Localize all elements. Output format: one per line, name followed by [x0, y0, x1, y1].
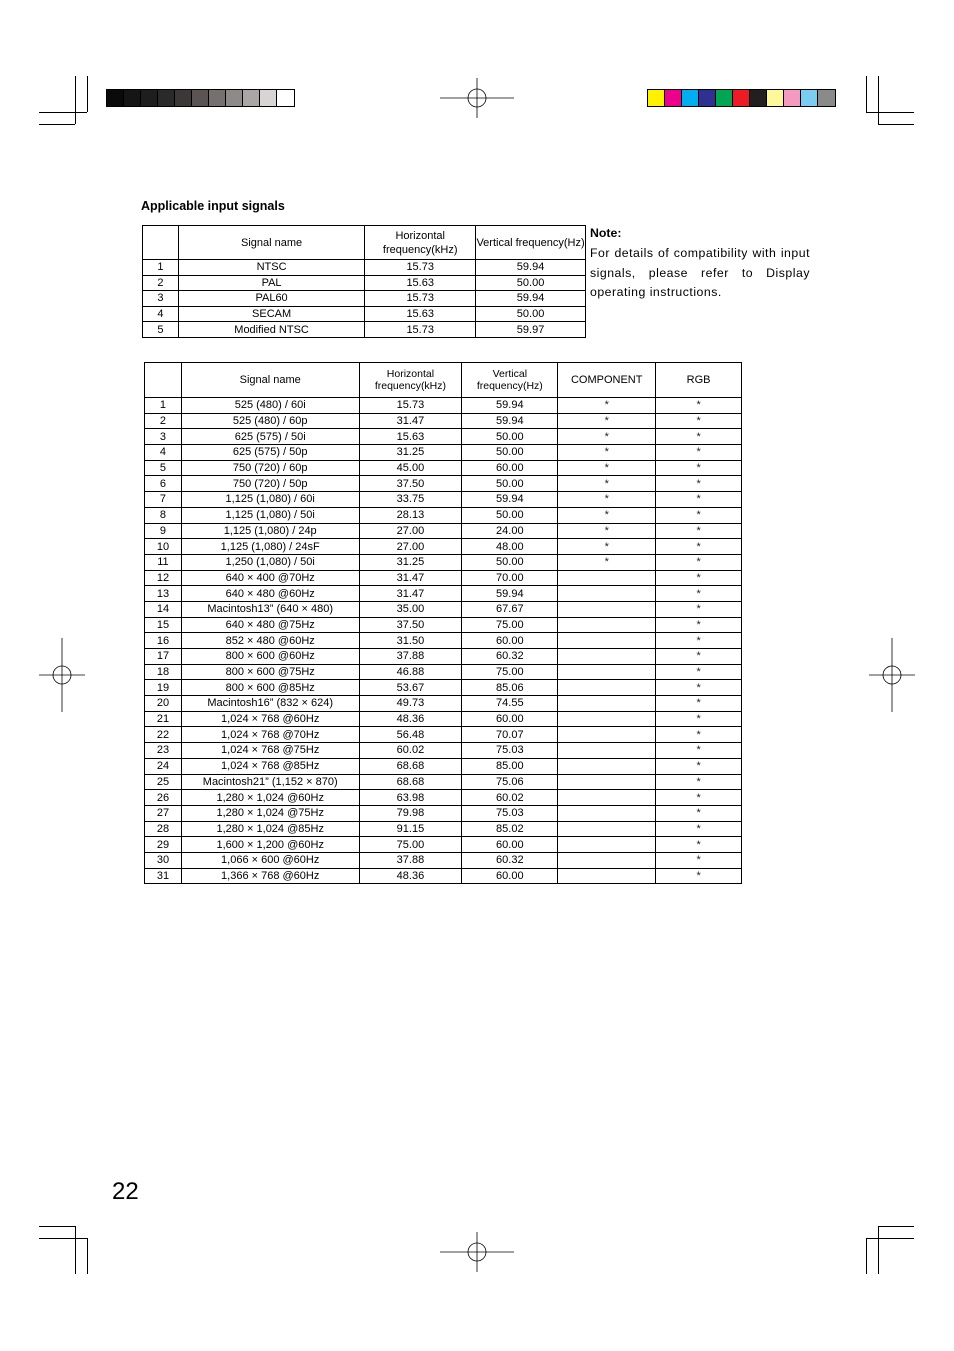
- table-row: [145, 649, 742, 665]
- cell-component-support: *: [558, 429, 656, 445]
- cell-vertical-frequency: 59.94: [462, 413, 558, 429]
- table-row: [145, 586, 742, 602]
- cell-horizontal-frequency: 31.25: [359, 554, 462, 570]
- cell-component-support: [558, 601, 656, 617]
- column-header-signal-name: Signal name: [178, 226, 364, 260]
- cell-number: 30: [145, 852, 182, 868]
- cell-horizontal-frequency: 33.75: [359, 492, 462, 508]
- cell-component-support: [558, 633, 656, 649]
- cell-component-support: [558, 711, 656, 727]
- cell-vertical-frequency: 59.94: [476, 260, 586, 276]
- cell-signal-name: 640 × 480 @60Hz: [181, 586, 359, 602]
- cell-rgb-support: *: [656, 837, 742, 853]
- cell-number: 16: [145, 633, 182, 649]
- cell-vertical-frequency: 59.97: [476, 322, 586, 338]
- cell-horizontal-frequency: 31.25: [359, 445, 462, 461]
- cell-component-support: [558, 696, 656, 712]
- cell-horizontal-frequency: 79.98: [359, 805, 462, 821]
- cell-horizontal-frequency: 53.67: [359, 680, 462, 696]
- cell-rgb-support: *: [656, 460, 742, 476]
- cell-vertical-frequency: 85.06: [462, 680, 558, 696]
- cell-vertical-frequency: 50.00: [462, 429, 558, 445]
- column-header-signal-name: Signal name: [181, 363, 359, 398]
- cell-horizontal-frequency: 27.00: [359, 539, 462, 555]
- registration-mark-icon: [869, 638, 915, 712]
- cell-number: 17: [145, 649, 182, 665]
- table-row: [145, 758, 742, 774]
- table-row: [145, 680, 742, 696]
- cell-signal-name: SECAM: [178, 306, 364, 322]
- cell-vertical-frequency: 75.00: [462, 664, 558, 680]
- cmyk-swatch: [665, 90, 682, 106]
- cell-component-support: [558, 743, 656, 759]
- cell-rgb-support: *: [656, 476, 742, 492]
- cell-vertical-frequency: 75.00: [462, 617, 558, 633]
- cell-component-support: *: [558, 492, 656, 508]
- cell-number: 3: [143, 291, 179, 307]
- table-row: [145, 837, 742, 853]
- cell-signal-name: 1,280 × 1,024 @60Hz: [181, 790, 359, 806]
- cell-component-support: [558, 664, 656, 680]
- cell-signal-name: 525 (480) / 60i: [181, 398, 359, 414]
- table-row: [143, 260, 586, 276]
- cell-component-support: [558, 837, 656, 853]
- cell-component-support: [558, 617, 656, 633]
- cell-number: 2: [145, 413, 182, 429]
- cell-rgb-support: *: [656, 649, 742, 665]
- cell-rgb-support: *: [656, 554, 742, 570]
- cell-signal-name: 800 × 600 @85Hz: [181, 680, 359, 696]
- table-row: [145, 664, 742, 680]
- cmyk-swatch: [699, 90, 716, 106]
- cell-signal-name: 1,125 (1,080) / 60i: [181, 492, 359, 508]
- cell-horizontal-frequency: 35.00: [359, 601, 462, 617]
- cell-vertical-frequency: 50.00: [462, 476, 558, 492]
- cell-rgb-support: *: [656, 821, 742, 837]
- grayscale-swatch: [141, 90, 158, 106]
- table-row: [145, 617, 742, 633]
- cell-signal-name: 800 × 600 @60Hz: [181, 649, 359, 665]
- cell-component-support: [558, 680, 656, 696]
- cell-signal-name: 852 × 480 @60Hz: [181, 633, 359, 649]
- cmyk-swatch: [750, 90, 767, 106]
- cell-rgb-support: *: [656, 758, 742, 774]
- cell-vertical-frequency: 48.00: [462, 539, 558, 555]
- column-header-number: [145, 363, 182, 398]
- table-row: [145, 790, 742, 806]
- cell-vertical-frequency: 75.03: [462, 743, 558, 759]
- table-row: [145, 507, 742, 523]
- cell-signal-name: PAL60: [178, 291, 364, 307]
- cell-rgb-support: *: [656, 696, 742, 712]
- cell-component-support: [558, 649, 656, 665]
- cell-horizontal-frequency: 91.15: [359, 821, 462, 837]
- cell-vertical-frequency: 60.32: [462, 852, 558, 868]
- cell-component-support: [558, 805, 656, 821]
- cell-signal-name: 1,125 (1,080) / 50i: [181, 507, 359, 523]
- cell-signal-name: 1,280 × 1,024 @75Hz: [181, 805, 359, 821]
- cell-number: 9: [145, 523, 182, 539]
- cell-rgb-support: *: [656, 601, 742, 617]
- table-row: [145, 523, 742, 539]
- table-row: [143, 322, 586, 338]
- cell-horizontal-frequency: 68.68: [359, 774, 462, 790]
- cell-vertical-frequency: 50.00: [462, 554, 558, 570]
- cell-signal-name: 1,250 (1,080) / 50i: [181, 554, 359, 570]
- cell-horizontal-frequency: 63.98: [359, 790, 462, 806]
- cell-rgb-support: *: [656, 774, 742, 790]
- cell-signal-name: Modified NTSC: [178, 322, 364, 338]
- cmyk-swatch: [818, 90, 835, 106]
- cell-rgb-support: *: [656, 680, 742, 696]
- cell-vertical-frequency: 60.00: [462, 633, 558, 649]
- table-row: [145, 821, 742, 837]
- cell-number: 31: [145, 868, 182, 884]
- cell-signal-name: 1,125 (1,080) / 24p: [181, 523, 359, 539]
- cell-number: 27: [145, 805, 182, 821]
- cell-horizontal-frequency: 28.13: [359, 507, 462, 523]
- cell-rgb-support: *: [656, 743, 742, 759]
- table-row: [143, 291, 586, 307]
- cell-signal-name: 1,280 × 1,024 @85Hz: [181, 821, 359, 837]
- cell-horizontal-frequency: 15.63: [359, 429, 462, 445]
- cell-number: 1: [143, 260, 179, 276]
- table-row: [145, 445, 742, 461]
- cell-number: 23: [145, 743, 182, 759]
- cell-rgb-support: *: [656, 868, 742, 884]
- grayscale-swatch: [107, 90, 124, 106]
- table-row: [145, 774, 742, 790]
- cell-number: 11: [145, 554, 182, 570]
- cell-signal-name: 1,366 × 768 @60Hz: [181, 868, 359, 884]
- cell-rgb-support: *: [656, 492, 742, 508]
- table-row: [145, 711, 742, 727]
- cell-horizontal-frequency: 15.73: [365, 322, 476, 338]
- cell-horizontal-frequency: 56.48: [359, 727, 462, 743]
- cell-component-support: [558, 852, 656, 868]
- cell-horizontal-frequency: 68.68: [359, 758, 462, 774]
- column-header-rgb: RGB: [656, 363, 742, 398]
- table-row: [145, 570, 742, 586]
- cell-horizontal-frequency: 48.36: [359, 868, 462, 884]
- cell-signal-name: 1,600 × 1,200 @60Hz: [181, 837, 359, 853]
- cell-signal-name: 1,024 × 768 @85Hz: [181, 758, 359, 774]
- cell-component-support: [558, 758, 656, 774]
- cell-rgb-support: *: [656, 539, 742, 555]
- grayscale-swatch: [277, 90, 294, 106]
- cell-component-support: [558, 727, 656, 743]
- cell-horizontal-frequency: 15.73: [359, 398, 462, 414]
- grayscale-swatch: [209, 90, 226, 106]
- cell-signal-name: 1,024 × 768 @75Hz: [181, 743, 359, 759]
- cell-signal-name: 1,125 (1,080) / 24sF: [181, 539, 359, 555]
- grayscale-swatch: [260, 90, 277, 106]
- cell-horizontal-frequency: 75.00: [359, 837, 462, 853]
- cell-number: 25: [145, 774, 182, 790]
- note-box: [590, 224, 810, 303]
- table-row: [145, 805, 742, 821]
- cell-number: 6: [145, 476, 182, 492]
- table-row: [143, 275, 586, 291]
- table-row: [145, 554, 742, 570]
- cmyk-color-bar: [647, 89, 836, 107]
- table-row: [143, 306, 586, 322]
- cell-horizontal-frequency: 15.73: [365, 291, 476, 307]
- cell-component-support: *: [558, 445, 656, 461]
- cmyk-swatch: [801, 90, 818, 106]
- cell-signal-name: Macintosh16” (832 × 624): [181, 696, 359, 712]
- registration-mark-icon: [39, 638, 85, 712]
- cmyk-swatch: [648, 90, 665, 106]
- cell-rgb-support: *: [656, 429, 742, 445]
- cell-horizontal-frequency: 46.88: [359, 664, 462, 680]
- cell-horizontal-frequency: 45.00: [359, 460, 462, 476]
- cmyk-swatch: [784, 90, 801, 106]
- cell-rgb-support: *: [656, 711, 742, 727]
- cell-vertical-frequency: 85.00: [462, 758, 558, 774]
- cell-rgb-support: *: [656, 790, 742, 806]
- cell-number: 1: [145, 398, 182, 414]
- note-heading: Note:: [590, 226, 622, 240]
- cell-vertical-frequency: 70.07: [462, 727, 558, 743]
- table-row: [145, 601, 742, 617]
- grayscale-swatch: [158, 90, 175, 106]
- cell-rgb-support: *: [656, 664, 742, 680]
- table-row: [145, 413, 742, 429]
- cell-number: 21: [145, 711, 182, 727]
- cell-horizontal-frequency: 60.02: [359, 743, 462, 759]
- cell-number: 14: [145, 601, 182, 617]
- column-header-vertical-frequency: Vertical frequency(Hz): [476, 226, 586, 260]
- column-header-number: [143, 226, 179, 260]
- column-header-vertical-frequency: Vertical frequency(Hz): [462, 363, 558, 398]
- registration-mark-icon: [440, 78, 514, 118]
- cell-vertical-frequency: 50.00: [476, 306, 586, 322]
- cell-component-support: *: [558, 539, 656, 555]
- table-row: [145, 398, 742, 414]
- cell-vertical-frequency: 75.03: [462, 805, 558, 821]
- cell-number: 3: [145, 429, 182, 445]
- grayscale-swatch: [124, 90, 141, 106]
- cell-horizontal-frequency: 27.00: [359, 523, 462, 539]
- cell-rgb-support: *: [656, 413, 742, 429]
- table-row: [145, 492, 742, 508]
- cell-horizontal-frequency: 15.63: [365, 275, 476, 291]
- cell-component-support: [558, 774, 656, 790]
- cell-horizontal-frequency: 15.63: [365, 306, 476, 322]
- cell-number: 7: [145, 492, 182, 508]
- cell-horizontal-frequency: 48.36: [359, 711, 462, 727]
- cell-signal-name: 525 (480) / 60p: [181, 413, 359, 429]
- cell-vertical-frequency: 24.00: [462, 523, 558, 539]
- grayscale-swatch: [192, 90, 209, 106]
- cell-vertical-frequency: 59.94: [462, 492, 558, 508]
- cell-rgb-support: *: [656, 523, 742, 539]
- cell-horizontal-frequency: 31.47: [359, 413, 462, 429]
- cell-component-support: *: [558, 523, 656, 539]
- registration-mark-icon: [440, 1232, 514, 1272]
- cell-vertical-frequency: 50.00: [476, 275, 586, 291]
- cell-number: 10: [145, 539, 182, 555]
- column-header-horizontal-frequency: Horizontal frequency(kHz): [359, 363, 462, 398]
- cell-vertical-frequency: 50.00: [462, 507, 558, 523]
- cell-signal-name: 625 (575) / 50i: [181, 429, 359, 445]
- table-row: [145, 852, 742, 868]
- cell-component-support: [558, 570, 656, 586]
- table-row: [145, 696, 742, 712]
- cell-vertical-frequency: 60.00: [462, 460, 558, 476]
- table-row: [145, 460, 742, 476]
- cell-signal-name: Macintosh13” (640 × 480): [181, 601, 359, 617]
- cell-signal-name: 1,066 × 600 @60Hz: [181, 852, 359, 868]
- cell-number: 2: [143, 275, 179, 291]
- cell-number: 28: [145, 821, 182, 837]
- cell-component-support: [558, 868, 656, 884]
- table-row: [145, 539, 742, 555]
- basic-signals-table: [142, 225, 586, 338]
- cmyk-swatch: [682, 90, 699, 106]
- cell-vertical-frequency: 74.55: [462, 696, 558, 712]
- cmyk-swatch: [733, 90, 750, 106]
- cell-component-support: *: [558, 398, 656, 414]
- table-row: [145, 727, 742, 743]
- cell-vertical-frequency: 59.94: [462, 398, 558, 414]
- cell-vertical-frequency: 60.32: [462, 649, 558, 665]
- table-row: [145, 429, 742, 445]
- cell-rgb-support: *: [656, 852, 742, 868]
- table-row: [145, 476, 742, 492]
- cell-vertical-frequency: 67.67: [462, 601, 558, 617]
- cell-horizontal-frequency: 15.73: [365, 260, 476, 276]
- note-body: For details of compatibility with input signals, please refer to Display operating instructions.: [590, 245, 810, 300]
- cell-component-support: [558, 790, 656, 806]
- cell-horizontal-frequency: 31.47: [359, 570, 462, 586]
- cell-rgb-support: *: [656, 445, 742, 461]
- cell-number: 8: [145, 507, 182, 523]
- cell-number: 4: [143, 306, 179, 322]
- column-header-horizontal-frequency: Horizontal frequency(kHz): [365, 226, 476, 260]
- grayscale-swatch: [175, 90, 192, 106]
- grayscale-swatch: [226, 90, 243, 106]
- cell-number: 20: [145, 696, 182, 712]
- cell-horizontal-frequency: 49.73: [359, 696, 462, 712]
- cell-number: 22: [145, 727, 182, 743]
- table-header-row: [143, 226, 586, 260]
- cell-signal-name: NTSC: [178, 260, 364, 276]
- cell-number: 19: [145, 680, 182, 696]
- column-header-component: COMPONENT: [558, 363, 656, 398]
- cell-component-support: [558, 586, 656, 602]
- cell-rgb-support: *: [656, 570, 742, 586]
- cell-number: 24: [145, 758, 182, 774]
- cell-component-support: *: [558, 413, 656, 429]
- cell-signal-name: 640 × 400 @70Hz: [181, 570, 359, 586]
- cell-rgb-support: *: [656, 398, 742, 414]
- cell-number: 29: [145, 837, 182, 853]
- cell-horizontal-frequency: 37.88: [359, 852, 462, 868]
- cell-component-support: *: [558, 460, 656, 476]
- cell-rgb-support: *: [656, 727, 742, 743]
- grayscale-color-bar: [106, 89, 295, 107]
- cell-vertical-frequency: 60.00: [462, 837, 558, 853]
- cell-number: 5: [145, 460, 182, 476]
- cell-vertical-frequency: 59.94: [476, 291, 586, 307]
- cell-rgb-support: *: [656, 805, 742, 821]
- section-title: Applicable input signals: [141, 199, 285, 213]
- cell-horizontal-frequency: 31.50: [359, 633, 462, 649]
- cell-vertical-frequency: 75.06: [462, 774, 558, 790]
- cell-signal-name: 750 (720) / 60p: [181, 460, 359, 476]
- cell-component-support: *: [558, 476, 656, 492]
- table-row: [145, 868, 742, 884]
- cell-number: 4: [145, 445, 182, 461]
- cell-rgb-support: *: [656, 586, 742, 602]
- pc-signals-table: [144, 362, 742, 884]
- cell-vertical-frequency: 70.00: [462, 570, 558, 586]
- table-row: [145, 633, 742, 649]
- cell-horizontal-frequency: 37.88: [359, 649, 462, 665]
- page-number: 22: [112, 1178, 139, 1205]
- cell-signal-name: 640 × 480 @75Hz: [181, 617, 359, 633]
- cell-signal-name: 800 × 600 @75Hz: [181, 664, 359, 680]
- cell-vertical-frequency: 60.02: [462, 790, 558, 806]
- cell-signal-name: 625 (575) / 50p: [181, 445, 359, 461]
- cell-signal-name: PAL: [178, 275, 364, 291]
- cell-number: 5: [143, 322, 179, 338]
- cell-rgb-support: *: [656, 507, 742, 523]
- cell-number: 12: [145, 570, 182, 586]
- cell-component-support: [558, 821, 656, 837]
- cell-component-support: *: [558, 554, 656, 570]
- cell-number: 15: [145, 617, 182, 633]
- grayscale-swatch: [243, 90, 260, 106]
- cell-signal-name: 1,024 × 768 @70Hz: [181, 727, 359, 743]
- cell-signal-name: Macintosh21” (1,152 × 870): [181, 774, 359, 790]
- cell-signal-name: 750 (720) / 50p: [181, 476, 359, 492]
- cell-signal-name: 1,024 × 768 @60Hz: [181, 711, 359, 727]
- cell-vertical-frequency: 60.00: [462, 868, 558, 884]
- cmyk-swatch: [716, 90, 733, 106]
- cmyk-swatch: [767, 90, 784, 106]
- table-row: [145, 743, 742, 759]
- cell-vertical-frequency: 59.94: [462, 586, 558, 602]
- cell-number: 18: [145, 664, 182, 680]
- cell-horizontal-frequency: 37.50: [359, 617, 462, 633]
- cell-number: 13: [145, 586, 182, 602]
- table-header-row: [145, 363, 742, 398]
- cell-rgb-support: *: [656, 633, 742, 649]
- cell-vertical-frequency: 60.00: [462, 711, 558, 727]
- cell-number: 26: [145, 790, 182, 806]
- cell-vertical-frequency: 85.02: [462, 821, 558, 837]
- cell-horizontal-frequency: 37.50: [359, 476, 462, 492]
- cell-horizontal-frequency: 31.47: [359, 586, 462, 602]
- cell-rgb-support: *: [656, 617, 742, 633]
- cell-component-support: *: [558, 507, 656, 523]
- cell-vertical-frequency: 50.00: [462, 445, 558, 461]
